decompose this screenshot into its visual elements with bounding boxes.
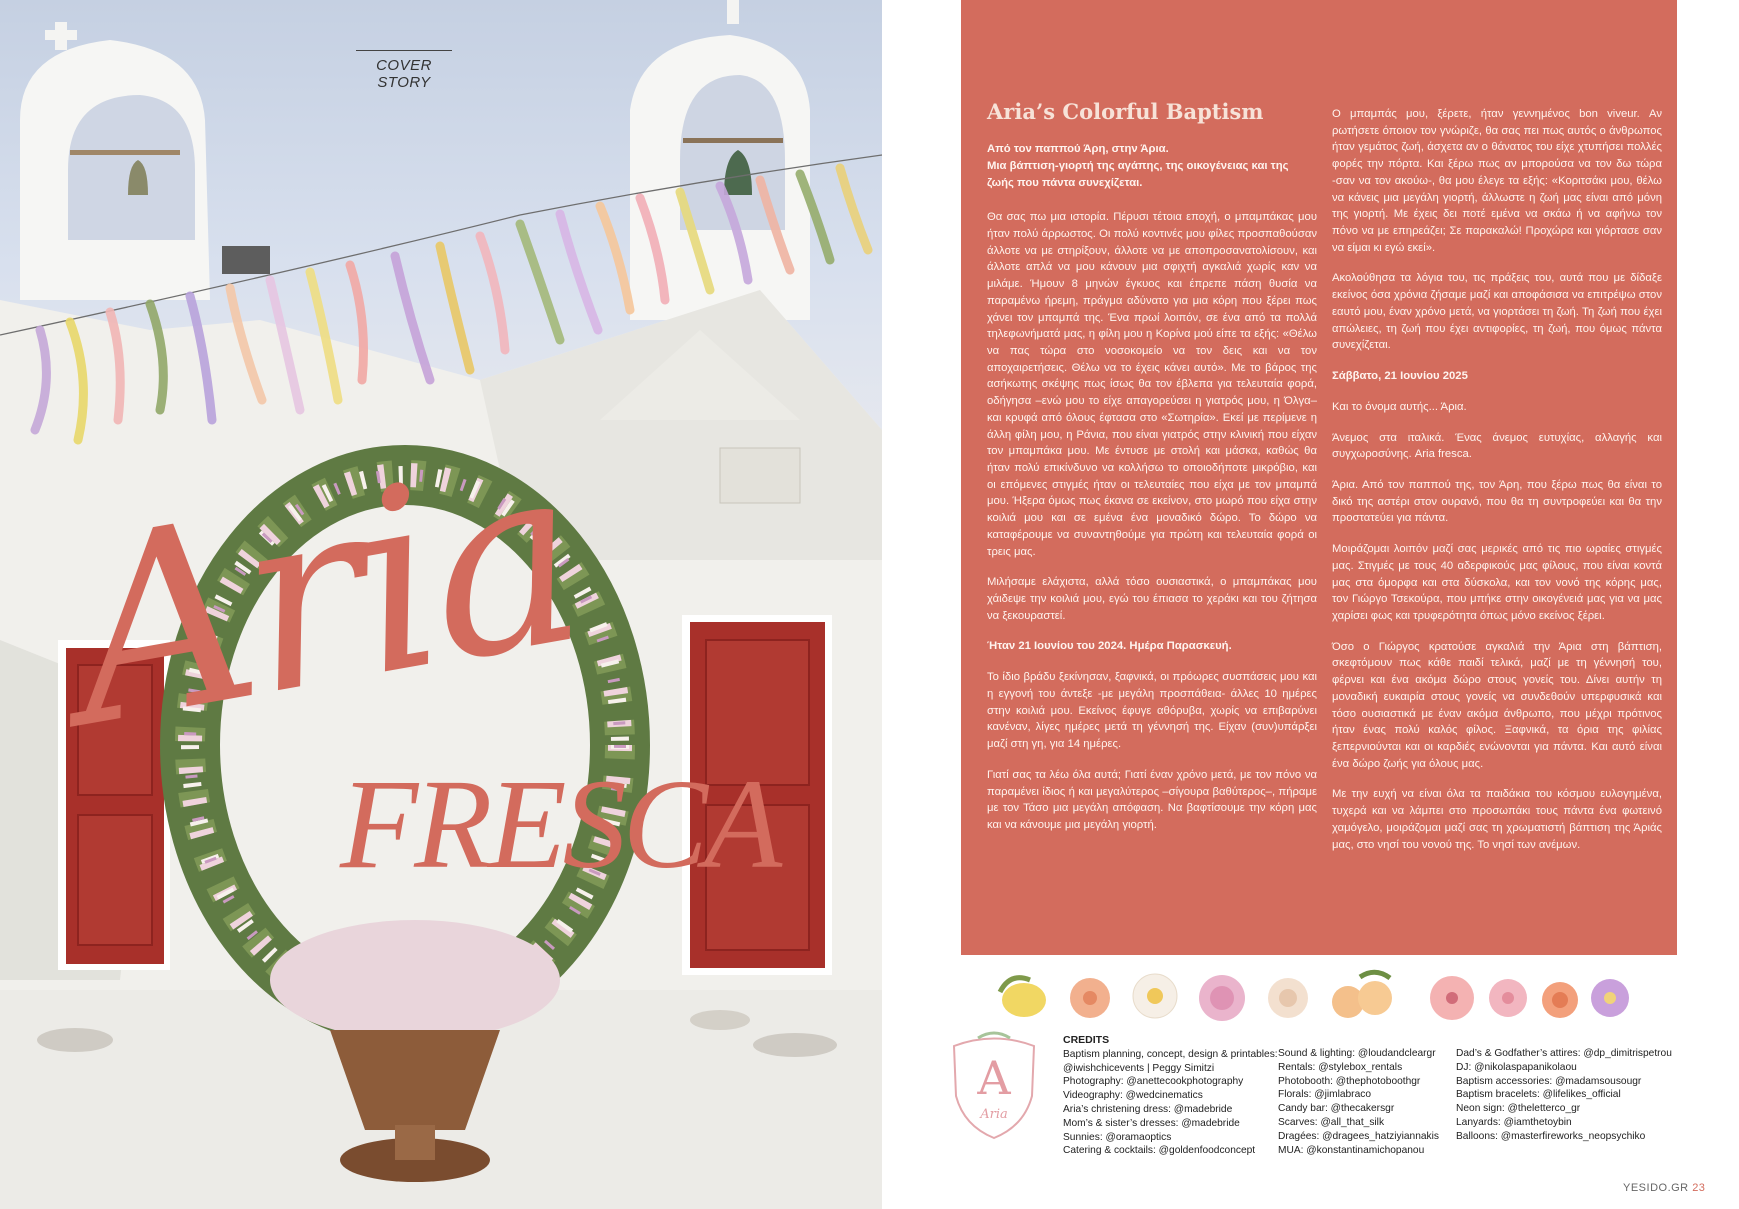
credit-line: Lanyards: @iamthetoybin xyxy=(1456,1116,1572,1128)
left-bell-tower xyxy=(20,22,210,300)
credit-line: @iwishchicevents | Peggy Simitzi xyxy=(1063,1062,1215,1074)
credit-line: Sunnies: @oramaoptics xyxy=(1063,1131,1172,1143)
credit-line: Baptism bracelets: @lifelikes_official xyxy=(1456,1089,1621,1101)
paragraph: Ο μπαμπάς μου, ξέρετε, ήταν γεννημένος bon viveur. Αν ρωτήσετε όποιον τον γνώριζε, θα σας πει πως αυτός ο άνθρωπος ήταν γεμάτος ζωή, άσχετα αν ο θάνατος του είχε χτυπήσει πολλές φορές την πόρτα. Και ξέρω πως αν μπορούσα να τον δω τώρα -σαν να τον ακούω-, θα μου έλεγε τα εξής: «Κοριτσάκι μου, θέλω να κάνεις μια μεγάλη γιορτή, άλλωστε η ζωή μας είναι από μόνη της γιορτή. Με έχεις δει ποτέ εμένα να σκάω ή να αφήνω τον πόνο να με επηρεάζει; Σε παρακαλώ! Προχώρα και γιόρτασε σαν να είμαι κι εγώ εκεί». xyxy=(1332,108,1662,254)
paragraph: Το ίδιο βράδυ ξεκίνησαν, ξαφνικά, οι πρόωρες συσπάσεις μου και η εγγονή του άντεξε -με μεγάλη προσπάθεια- άλλες 10 ημέρες στην κοιλιά μου. Εκείνος έφυγε αθόρυβα, χωρίς να επιβαρύνει κανέναν, λίγες ημέρες μετά τη γέννησή της. Είχαν (συν)υπάρξει μαζί στη γη, για 14 ημέρες. xyxy=(987,671,1317,751)
poppy-icon xyxy=(1430,976,1474,1020)
purple-flower-icon xyxy=(1591,979,1629,1017)
paragraph: Μοιράζομαι λοιπόν μαζί σας μερικές από τις πιο ωραίες στιγμές μας. Στιγμές με τους 40 αδερφικούς μας φίλους, που είναι κοντά μας στα όμορφα και στα δύσκολα, και τον νονό της κόρης μας, τον Γιώργο Τσεκούρα, που μπήκε στην οικογένειά μας για να μας χαρίσει φως και τρυφερότητα όπως μόνο εκείνος ξέρει. xyxy=(1332,543,1662,622)
lede-line-1: Από τον παππού Άρη, στην Άρια. xyxy=(987,143,1169,156)
lemon-icon xyxy=(1000,978,1046,1017)
credit-line: Baptism planning, concept, design & printables: xyxy=(1063,1048,1278,1060)
credits-heading: CREDITS xyxy=(1063,1034,1110,1046)
credits-column-3 xyxy=(1456,1047,1676,1144)
paragraph: Και το όνομα αυτής... Άρια. xyxy=(1332,400,1467,413)
credit-line: Scarves: @all_that_silk xyxy=(1278,1116,1385,1128)
credit-line: Baptism accessories: @madamsousougr xyxy=(1456,1075,1642,1087)
paragraph: Γιατί σας τα λέω όλα αυτά; Γιατί έναν χρόνο μετά, με τον πόνο να παραμένει ίδιος ή και μεγαλύτερος –σίγουρα βαθύτερος–, πήραμε με τον Τάσο μια μεγάλη απόφαση. Να βαφτίσουμε την κόρη μας και να κάνουμε μια μεγάλη γιορτή. xyxy=(987,768,1317,831)
credit-line: Photobooth: @thephotoboothgr xyxy=(1278,1075,1421,1087)
paragraph: Μιλήσαμε ελάχιστα, αλλά τόσο ουσιαστικά, ο μπαμπάκας μου χάιδεψε την κοιλιά μου, εγώ του έπιασα το χεράκι και του ζήτησα να ξεκουραστεί. xyxy=(987,576,1317,622)
paragraph: Με την ευχή να είναι όλα τα παιδάκια του κόσμου ευλογημένα, τυχερά και να λάμπει στο προσωπάκι τους πάντα ένα φωτεινό χαμόγελο, μοιράζομαι μαζί σας τη χρωματιστή βάπτιση της Άριάς μας, στο νησί του νονού της. Το νησί των ανέμων. xyxy=(1332,788,1662,851)
credits-column-2 xyxy=(1278,1047,1453,1157)
article-column-left xyxy=(987,96,1317,848)
article-lede xyxy=(987,141,1317,191)
credit-line: Dad’s & Godfather’s attires: @dp_dimitrispetrou xyxy=(1456,1048,1672,1059)
section-label: COVER STORY xyxy=(356,50,452,91)
paragraph: Θα σας πω μια ιστορία. Πέρυσι τέτοια εποχή, ο μπαμπάκας μου ήταν πολύ άρρωστος. Οι πολύ κοντινές μου φίλες προσπαθούσαν άλλοτε να με στηρίξουν, άλλοτε να με αποπροσανατολίσουν, και άλλοτε απλά να μου κάνουν μια σφιχτή αγκαλιά χωρίς καν να μιλάμε. Ήμουν 8 μηνών έγκυος και έπρεπε πάση θυσία να παραμένω ήρεμη, πράγμα αδύνατο για μια κόρη που ξέρει πως χάνει τον μπαμπά της. Ένα πρωί λοιπόν, σε ένα από τα πολλά τηλεφωνήματά μας, η φίλη μου η Κορίνα μού είπε τα εξής: «Θέλω να πας τώρα στο νοσοκομείο να τον δεις και να τον αποχαιρετήσεις. Θέλω να το έχεις κάνει αυτό». Με το βάρος της ασήκωτης σκέψης πως ίσως θα τον έβλεπα για τελευταία φορά, οδήγησα –ενώ μου το είχε απαγορεύσει η γιατρός μου, η Όλγα– και κρυφά από όλους έφτασα στο «Σωτηρία». Εκεί με περίμενε η άλλη φίλη μου, η Ράνια, που είναι γιατρός στην κλινική που είχαν τον μπαμπάκα μου. Με έντυσε με στολή και μάσκα, καθώς θα ήταν πολύ επικίνδυνο να κολλήσω το οποιοδήποτε μικρόβιο, και οι επόμενες στιγμές ήταν οι τελευταίες που είχα με τον μπαμπά μου. Ήξερα όμως πως έκανα σε εκείνον, στο μωρό που είχα στην κοιλιά μου και σε εμένα ένα μοναδικό δώρο. Το δώρο να καταφέρουμε να συναντηθούμε για πρώτη και τελευταία φορά οι τρεις μας. xyxy=(987,211,1317,558)
credit-line: Photography: @anettecookphotography xyxy=(1063,1076,1244,1088)
paragraph: Όσο ο Γιώργος κρατούσε αγκαλιά την Άρια στη βάπτιση, σκεφτόμουν πως κάθε παιδί τελικά, μαζί με τη γέννησή του, φέρνει και ένα ακόμα δώρο στους γονείς του. Δίνει αυτήν τη μοναδική ευκαιρία στους γονείς να συνδεθούν υπερφυσικά και τόσο ουσιαστικά με έναν ακόμα άνθρωπο, που μέχρι πρότινος ήταν ένας πολύ καλός φίλος. Ξαφνικά, τα όρια της φιλίας ξεπερνιούνται και οι καρδιές ενώνονται για πάντα. Και αυτό είναι ένα δώρο ζωής για όλους μας. xyxy=(1332,640,1662,770)
credit-line: Florals: @jimlabraco xyxy=(1278,1089,1371,1101)
title-script-aria: Aria xyxy=(48,407,597,782)
pink-dahlia-icon xyxy=(1199,975,1245,1021)
credit-line: MUA: @konstantinamichopanou xyxy=(1278,1144,1425,1156)
watercolor-flowers-strip xyxy=(990,962,1630,1032)
article-title: Aria’s Colorful Baptism xyxy=(987,99,1264,124)
crest-monogram: A xyxy=(977,1051,1011,1105)
article-panel xyxy=(961,0,1677,955)
credit-line: Mom’s & sister’s dresses: @madebride xyxy=(1063,1117,1240,1129)
paragraph: Άρια. Από τον παππού της, τον Άρη, που ξέρω πως θα είναι το δικό της αστέρι στον ουρανό, που θα τη συντροφεύει και θα την προστατεύει για πάντα. xyxy=(1332,478,1662,525)
credit-line: Aria’s christening dress: @madebride xyxy=(1063,1103,1233,1115)
title-fresca: FRESCA xyxy=(340,753,779,895)
white-flower-icon xyxy=(1133,974,1177,1018)
credit-line: Sound & lighting: @loudandcleargr xyxy=(1278,1048,1436,1059)
credit-line: Videography: @wedcinematics xyxy=(1063,1090,1203,1102)
cream-rose-icon xyxy=(1268,978,1308,1018)
page-number: 23 xyxy=(1692,1182,1706,1194)
pink-blossom-icon xyxy=(1489,979,1527,1017)
crest-script: Aria xyxy=(980,1107,1008,1122)
credit-line: Neon sign: @theletterco_gr xyxy=(1456,1103,1581,1115)
date-heading: Σάββατο, 21 Ιουνίου 2025 xyxy=(1332,370,1468,383)
site-name: YESIDO.GR xyxy=(1623,1182,1689,1194)
credit-line: Candy bar: @thecakersgr xyxy=(1278,1103,1395,1115)
credit-line: Catering & cocktails: @goldenfoodconcept xyxy=(1063,1145,1256,1157)
peaches-icon xyxy=(1332,972,1392,1018)
lede-line-2: Μια βάπτιση-γιορτή της αγάπης, της οικογένειας και της ζωής που πάντα συνεχίζεται. xyxy=(987,159,1289,189)
date-heading: Ήταν 21 Ιουνίου του 2024. Ημέρα Παρασκευή. xyxy=(987,640,1232,653)
credit-line: Dragées: @dragees_hatziyiannakis xyxy=(1278,1130,1439,1142)
ranunculus-icon xyxy=(1542,982,1578,1018)
credit-line: Rentals: @stylebox_rentals xyxy=(1278,1061,1403,1073)
peach-flower-icon xyxy=(1070,978,1110,1018)
credit-line: DJ: @nikolaspapanikolaou xyxy=(1456,1061,1577,1073)
credit-line: Balloons: @masterfireworks_neopsychiko xyxy=(1456,1130,1646,1142)
page-folio xyxy=(1623,1182,1705,1194)
credits-column-1 xyxy=(1063,1034,1283,1158)
article-column-right xyxy=(1332,106,1662,867)
aria-crest-logo xyxy=(944,1026,1044,1144)
paragraph: Άνεμος στα ιταλικά. Ένας άνεμος ευτυχίας, αλλαγής και συγχωροσύνης. Aria fresca. xyxy=(1332,431,1662,461)
paragraph: Ακολούθησα τα λόγια του, τις πράξεις του, αυτά που με δίδαξε εκείνος όσα χρόνια ζήσαμε μαζί και αποφάσισα να επιτρέψω στον εαυτό μου, έναν χρόνο μετά, να γιορτάσει τη ζωή. Τη ζωή που έχει απώλειες, τη ζωή που έχει αντιφορίες, τη ζωή, που όμως πάντα συνεχίζεται. xyxy=(1332,272,1662,352)
